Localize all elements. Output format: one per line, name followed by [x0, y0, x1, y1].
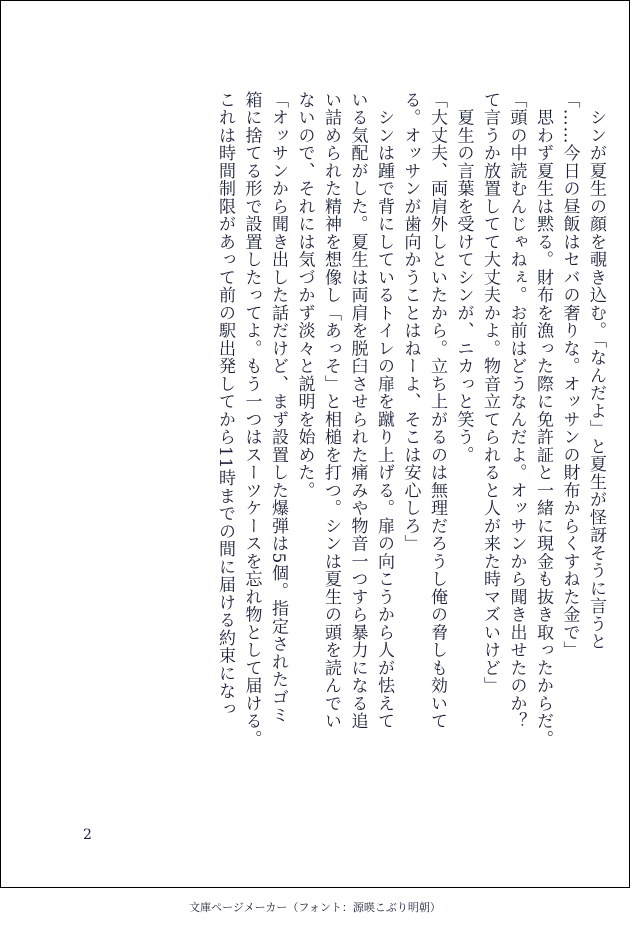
- text-line: これは時間制限があって前の駅出発してから11時までの間に届ける約束になっ: [215, 91, 235, 718]
- vertical-text-body: [212, 91, 610, 831]
- text-line: ないので、それには気づかず淡々と説明を始めた。: [294, 91, 315, 500]
- text-line: 「大丈夫、両肩外しといたから。立ち上がるのは無理だろうし俺の脅しも効いて: [427, 91, 447, 730]
- text-line: い詰められた精神を想像し「あっそ」と相槌を打つ。シンは夏生の頭を読んでい: [321, 91, 341, 730]
- text-line: 「……今日の昼飯はセバの奢りな。オッサンの財布からくすねた金で」: [559, 91, 580, 659]
- text-line: 箱に捨てる形で設置したってよ。もう一つはスーツケースを忘れ物として届ける。: [241, 91, 262, 748]
- text-line: シンは踵で背にしているトイレの扉を蹴り上げる。扉の向こうから人が怯えて: [374, 91, 394, 730]
- footer-caption: 文庫ページメーカー（フォント：源暎こぶり明朝）: [189, 901, 441, 914]
- text-line: 「オッサンから聞き出した話だけど、まず設置した爆弾は5個。指定されたゴミ: [268, 91, 288, 724]
- text-line: いる気配がした。夏生は両肩を脱臼させられた痛みや物音一つすら暴力になる追: [347, 91, 368, 730]
- text-line: 夏生の言葉を受けてシンが、ニカっと笑う。: [453, 91, 474, 464]
- text-line: シンが夏生の顔を覗き込む。「なんだよ」と夏生が怪訝そうに言うと: [586, 91, 606, 651]
- text-line: て言うか放置してて大丈夫かよ。物音立てられると人が来た時マズいけど」: [480, 91, 500, 695]
- page-number: 2: [83, 827, 92, 843]
- text-line: る。オッサンが歯向かうことはねーよ、そこは安心しろ」: [400, 91, 421, 553]
- text-line: 「頭の中読むんじゃねぇ。お前はどうなんだよ。オッサンから聞き出せたのか？: [506, 91, 527, 730]
- text-line: 思わず夏生は黙る。財布を漁った際に免許証と一緒に現金も抜き取ったからだ。: [533, 91, 553, 748]
